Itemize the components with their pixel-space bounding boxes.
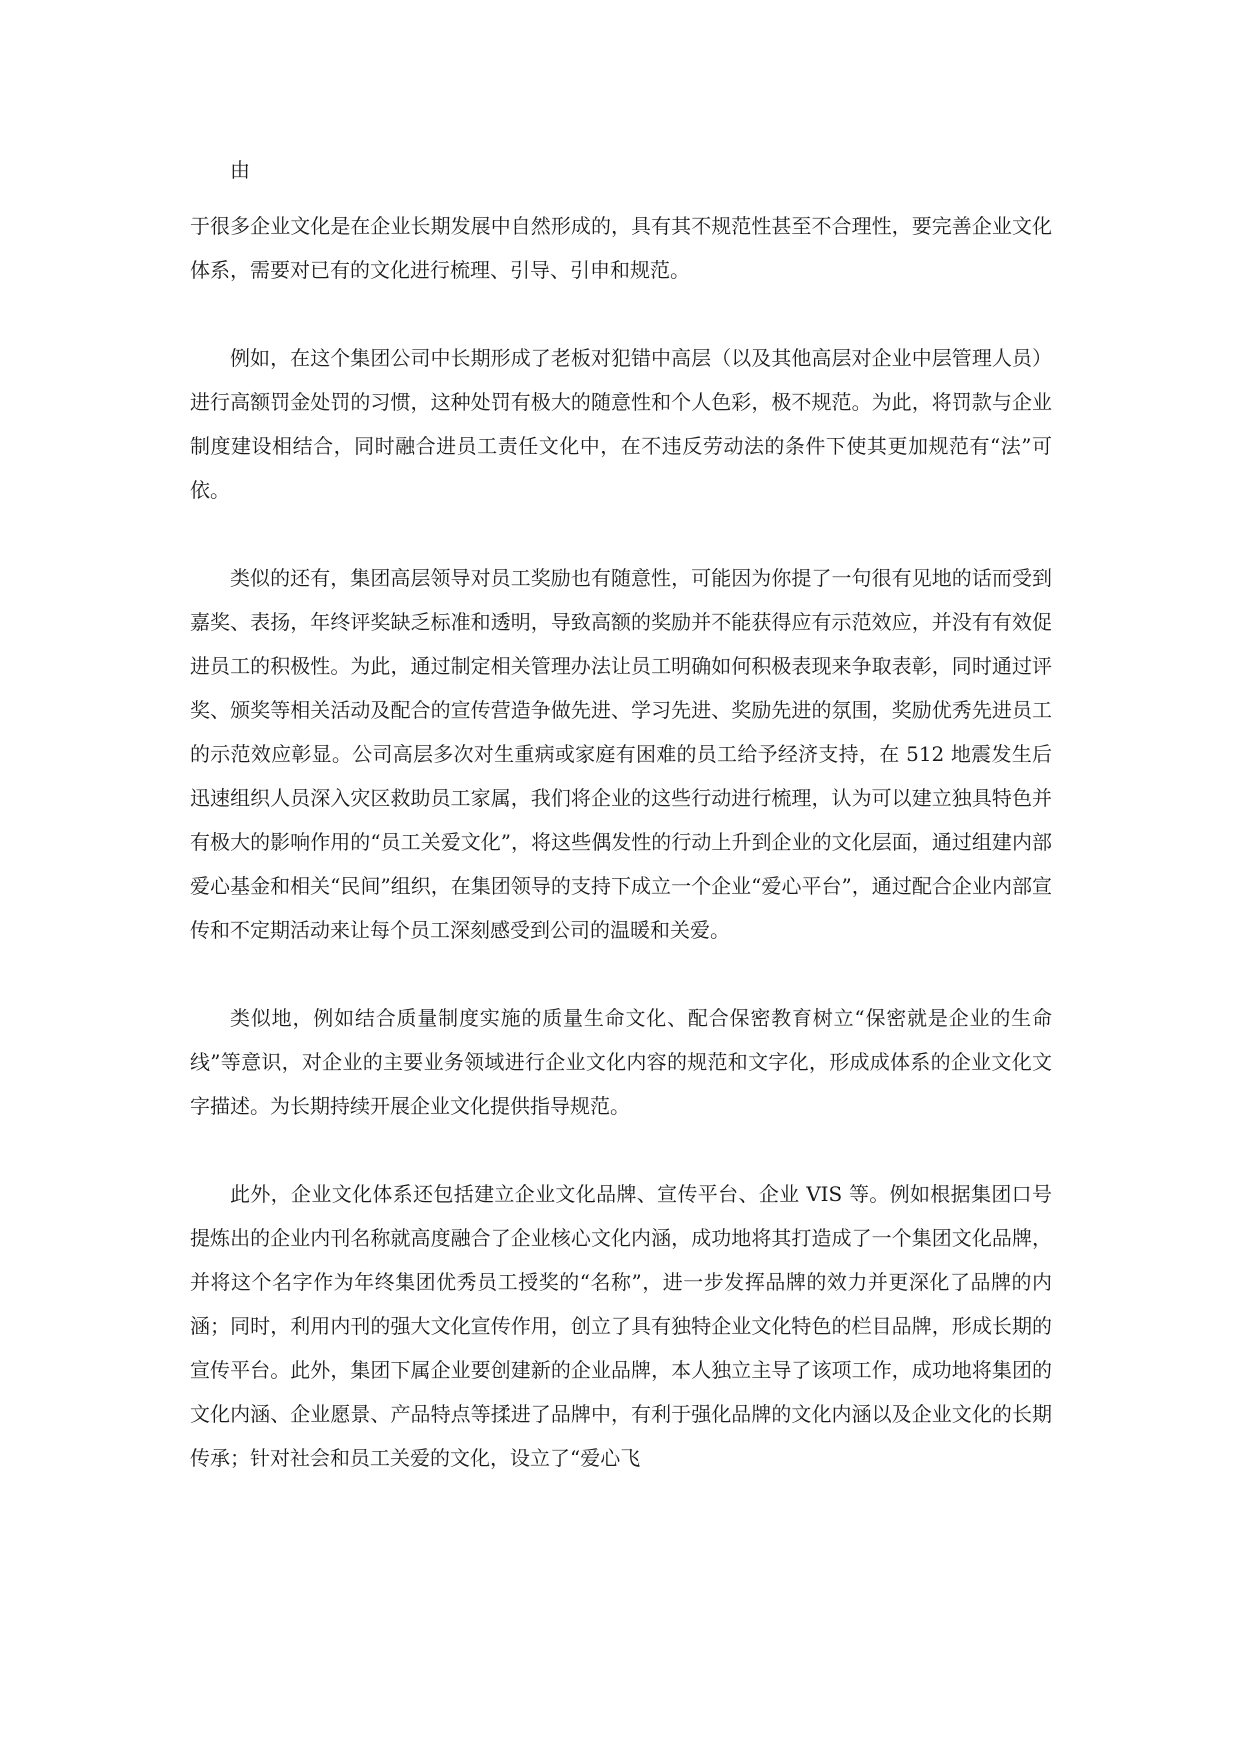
paragraph-1: 于很多企业文化是在企业长期发展中自然形成的，具有其不规范性甚至不合理性，要完善企业文化体系，需要对已有的文化进行梳理、引导、引申和规范。 [190, 214, 1052, 282]
opening-character: 由 [230, 158, 250, 182]
body-text [190, 204, 1052, 1480]
paragraph-5: 此外，企业文化体系还包括建立企业文化品牌、宣传平台、企业 VIS 等。例如根据集团口号提炼出的企业内刊名称就高度融合了企业核心文化内涵，成功地将其打造成了一个集团文化品牌，并将这个名字作为年终集团优秀员工授奖的“名称”，进一步发挥品牌的效力并更深化了品牌的内涵；同时，利用内刊的强大文化宣传作用，创立了具有独特企业文化特色的栏目品牌，形成长期的宣传平台。此外，集团下属企业要创建新的企业品牌，本人独立主导了该项工作，成功地将集团的文化内涵、企业愿景、产品特点等揉进了品牌中，有利于强化品牌的文化内涵以及企业文化的长期传承；针对社会和员工关爱的文化，设立了“爱心飞 [190, 1182, 1052, 1470]
paragraph-3: 类似的还有，集团高层领导对员工奖励也有随意性，可能因为你提了一句很有见地的话而受到嘉奖、表扬，年终评奖缺乏标准和透明，导致高额的奖励并不能获得应有示范效应，并没有有效促进员工的积极性。为此，通过制定相关管理办法让员工明确如何积极表现来争取表彰，同时通过评奖、颁奖等相关活动及配合的宣传营造争做先进、学习先进、奖励先进的氛围，奖励优秀先进员工的示范效应彰显。公司高层多次对生重病或家庭有困难的员工给予经济支持，在 512 地震发生后迅速组织人员深入灾区救助员工家属，我们将企业的这些行动进行梳理，认为可以建立独具特色并有极大的影响作用的“员工关爱文化”，将这些偶发性的行动上升到企业的文化层面，通过组建内部爱心基金和相关“民间”组织，在集团领导的支持下成立一个企业“爱心平台”，通过配合企业内部宣传和不定期活动来让每个员工深刻感受到公司的温暖和关爱。 [190, 566, 1052, 942]
paragraph-4: 类似地，例如结合质量制度实施的质量生命文化、配合保密教育树立“保密就是企业的生命线”等意识，对企业的主要业务领域进行企业文化内容的规范和文字化，形成成体系的企业文化文字描述。为长期持续开展企业文化提供指导规范。 [190, 1006, 1052, 1118]
paragraph-2: 例如，在这个集团公司中长期形成了老板对犯错中高层（以及其他高层对企业中层管理人员）进行高额罚金处罚的习惯，这种处罚有极大的随意性和个人色彩，极不规范。为此，将罚款与企业制度建设相结合，同时融合进员工责任文化中，在不违反劳动法的条件下使其更加规范有“法”可依。 [190, 346, 1052, 502]
